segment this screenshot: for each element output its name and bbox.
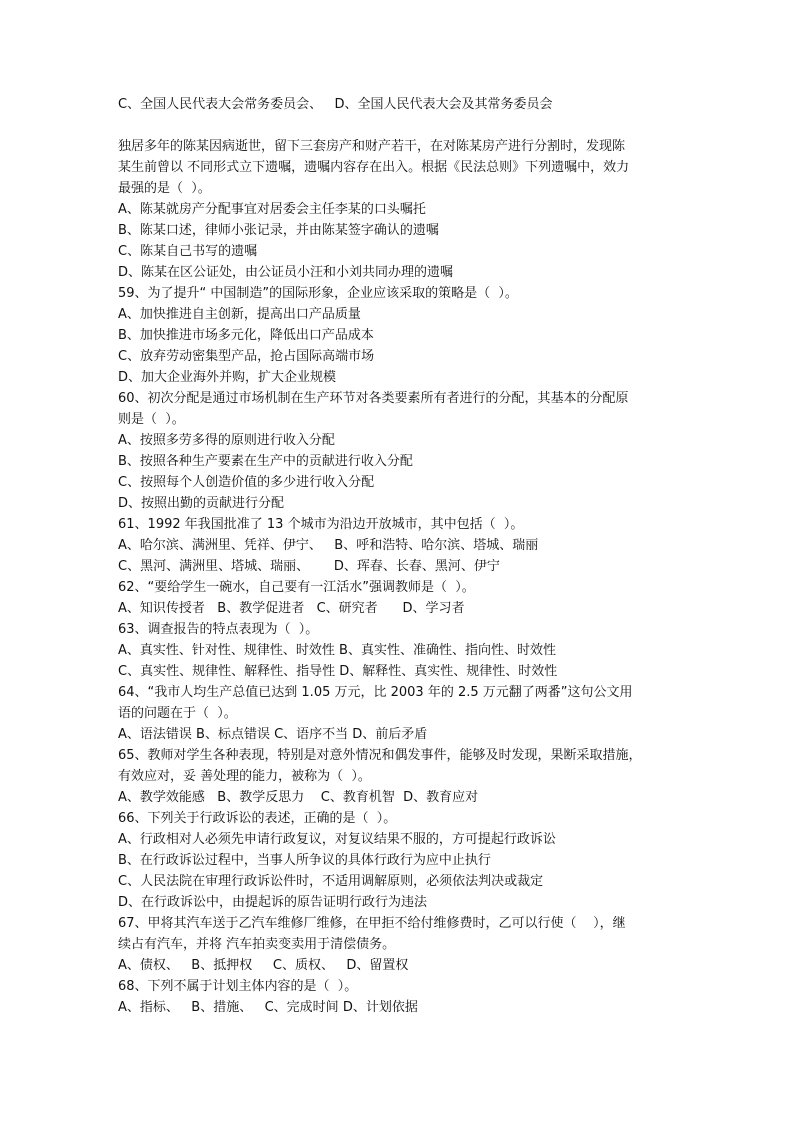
question-63: 63、调查报告的特点表现为（ ）。	[118, 622, 319, 637]
option-line: C、真实性、规律性、解释性、指导性 D、解释性、真实性、规律性、时效性	[118, 664, 558, 679]
option-line: D、按照出勤的贡献进行分配	[118, 496, 285, 511]
option-line: C、按照每个人创造价值的多少进行收入分配	[118, 475, 375, 490]
option-line: C、黑河、满洲里、塔城、瑞丽、 D、珲春、长春、黑河、伊宁	[118, 559, 500, 574]
option-line: C、陈某自己书写的遗嘱	[118, 244, 258, 259]
text-line: 语的问题在于（ ）。	[118, 706, 237, 721]
question-text-body	[118, 94, 678, 1018]
option-line: B、按照各种生产要素在生产中的贡献进行收入分配	[118, 454, 413, 469]
option-line: D、加大企业海外并购，扩大企业规模	[118, 370, 337, 385]
blank-line	[118, 115, 678, 136]
text-line: 有效应对，妥 善处理的能力，被称为（ ）。	[118, 769, 371, 784]
option-line: A、加快推进自主创新，提高出口产品质量	[118, 307, 361, 322]
question-61: 61、1992 年我国批准了 13 个城市为沿边开放城市，其中包括（ ）。	[118, 517, 524, 532]
option-line: A、债权、 B、抵押权 C、质权、 D、留置权	[118, 958, 409, 973]
question-60: 60、初次分配是通过市场机制在生产环节对各类要素所有者进行的分配，其基本的分配原	[118, 391, 629, 406]
question-66: 66、下列关于行政诉讼的表述，正确的是（ ）。	[118, 811, 397, 826]
option-line: A、哈尔滨、满洲里、凭祥、伊宁、 B、呼和浩特、哈尔滨、塔城、瑞丽	[118, 538, 539, 553]
text-line: 独居多年的陈某因病逝世，留下三套房产和财产若干，在对陈某房产进行分割时，发现陈	[118, 139, 626, 154]
text-line: C、全国人民代表大会常务委员会、 D、全国人民代表大会及其常务委员会	[118, 97, 553, 112]
text-line: 某生前曾以 不同形式立下遗嘱，遗嘱内容存在出入。根据《民法总则》下列遗嘱中，效力	[118, 160, 630, 175]
option-line: A、陈某就房产分配事宜对居委会主任李某的口头嘱托	[118, 202, 426, 217]
option-line: A、按照多劳多得的原则进行收入分配	[118, 433, 335, 448]
question-59: 59、为了提升“ 中国制造”的国际形象，企业应该采取的策略是（ ）。	[118, 286, 518, 301]
option-line: D、陈某在区公证处，由公证员小汪和小刘共同办理的遗嘱	[118, 265, 454, 280]
option-line: C、人民法院在审理行政诉讼件时，不适用调解原则，必须依法判决或裁定	[118, 874, 544, 889]
question-64: 64、“我市人均生产总值已达到 1.05 万元，比 2003 年的 2.5 万元翻了两番”这句公文用	[118, 685, 633, 700]
option-line: C、放弃劳动密集型产品，抢占国际高端市场	[118, 349, 375, 364]
option-line: A、指标、 B、措施、 C、完成时间 D、计划依据	[118, 1000, 418, 1015]
question-68: 68、下列不属于计划主体内容的是（ ）。	[118, 979, 358, 994]
option-line: A、真实性、针对性、规律性、时效性 B、真实性、准确性、指向性、时效性	[118, 643, 556, 658]
option-line: B、陈某口述，律师小张记录，并由陈某签字确认的遗嘱	[118, 223, 439, 238]
option-line: B、在行政诉讼过程中，当事人所争议的具体行政行为应中止执行	[118, 853, 491, 868]
text-line: 续占有汽车，并将 汽车拍卖变卖用于清偿债务。	[118, 937, 396, 952]
question-62: 62、“要给学生一碗水，自己要有一江活水”强调教师是（ ）。	[118, 580, 475, 595]
option-line: A、知识传授者 B、教学促进者 C、研究者 D、学习者	[118, 601, 465, 616]
option-line: D、在行政诉讼中，由提起诉的原告证明行政行为违法	[118, 895, 428, 910]
question-67: 67、甲将其汽车送于乙汽车维修厂维修，在甲拒不给付维修费时，乙可以行使（ ），继	[118, 916, 626, 931]
text-line: 则是（ ）。	[118, 412, 185, 427]
question-65: 65、教师对学生各种表现，特别是对意外情况和偶发事件，能够及时发现，果断采取措施，	[118, 748, 642, 763]
option-line: A、教学效能感 B、教学反思力 C、教育机智 D、教育应对	[118, 790, 479, 805]
option-line: A、语法错误 B、标点错误 C、语序不当 D、前后矛盾	[118, 727, 428, 742]
option-line: B、加快推进市场多元化，降低出口产品成本	[118, 328, 374, 343]
text-line: 最强的是（ ）。	[118, 181, 211, 196]
option-line: A、行政相对人必须先申请行政复议，对复议结果不服的，方可提起行政诉讼	[118, 832, 556, 847]
